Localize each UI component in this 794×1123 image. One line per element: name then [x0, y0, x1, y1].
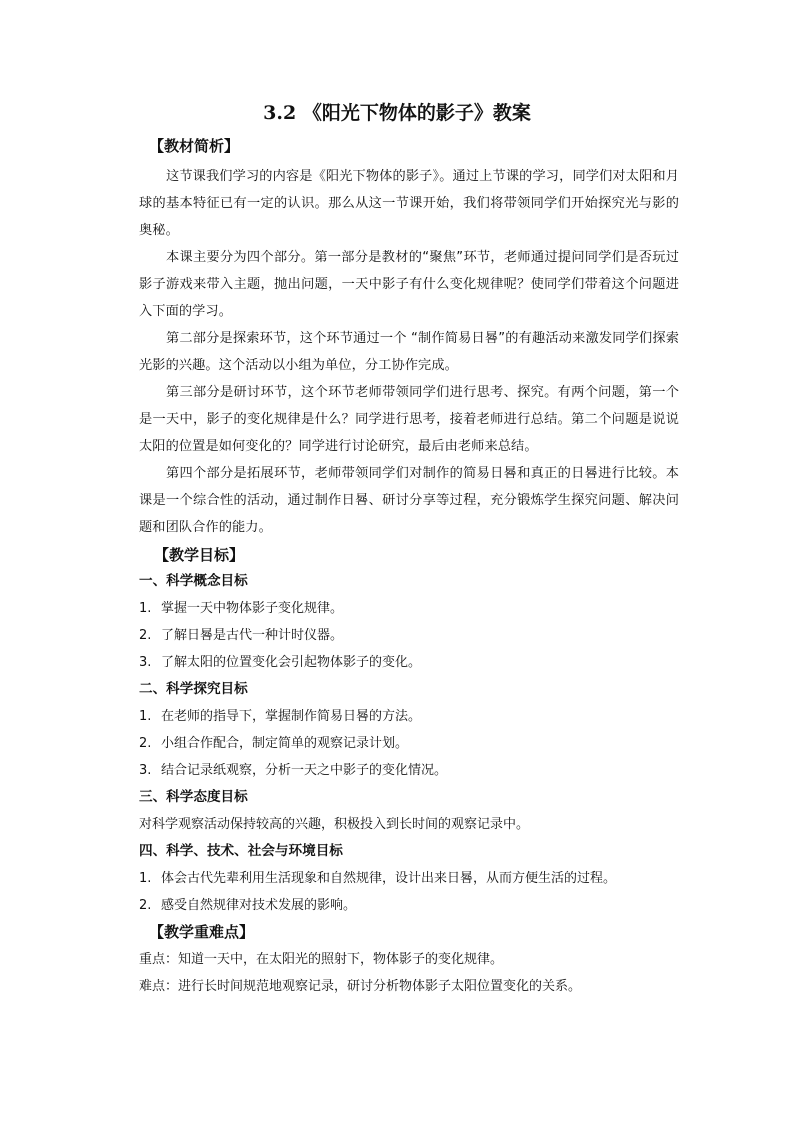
section-heading-key-difficult-points: 【教学重难点】	[149, 923, 255, 941]
item-number: 1.	[139, 709, 152, 724]
item-text: 体会古代先辈利用生活现象和自然规律，设计出来日晷，从而方便生活的过程。	[161, 871, 617, 886]
document-body	[139, 136, 679, 1000]
item-text: 在老师的指导下，掌握制作简易日晷的方法。	[161, 709, 422, 724]
item-number: 3.	[139, 763, 152, 778]
item-text: 了解太阳的位置变化会引起物体影子的变化。	[161, 655, 422, 670]
section-heading-teaching-goals: 【教学目标】	[154, 546, 245, 564]
goal-heading-concept: 一、科学概念目标	[139, 573, 248, 589]
analysis-paragraph: 这节课我们学习的内容是《阳光下物体的影子》。通过上节课的学习，同学们对太阳和月球的基本特征已有一定的认识。那么从这一节课开始，我们将带领同学们开始探究光与影的奥秘。	[139, 169, 679, 238]
analysis-paragraph: 本课主要分为四个部分。第一部分是教材的“聚焦”环节，老师通过提问同学们是否玩过影子游戏来带入主题，抛出问题，一天中影子有什么变化规律呢？使同学们带着这个问题进入下面的学习。	[139, 250, 679, 319]
analysis-paragraph: 第四个部分是拓展环节，老师带领同学们对制作的简易日晷和真正的日晷进行比较。本课是一个综合性的活动，通过制作日晷、研讨分享等过程，充分锻炼学生探究问题、解决问题和团队合作的能力。	[139, 466, 679, 535]
section-heading-textbook-analysis: 【教材简析】	[149, 137, 240, 155]
list-item	[139, 622, 679, 649]
list-item	[139, 730, 679, 757]
difficult-point: 难点：进行长时间规范地观察记录，研讨分析物体影子太阳位置变化的关系。	[139, 979, 582, 994]
item-text: 感受自然规律对技术发展的影响。	[161, 898, 357, 913]
list-item	[139, 757, 679, 784]
goal-text-attitude: 对科学观察活动保持较高的兴趣，积极投入到长时间的观察记录中。	[139, 817, 530, 832]
item-number: 1.	[139, 601, 152, 616]
goal-heading-attitude: 三、科学态度目标	[139, 789, 248, 805]
key-point: 重点：知道一天中，在太阳光的照射下，物体影子的变化规律。	[139, 952, 504, 967]
item-number: 1.	[139, 871, 152, 886]
item-number: 2.	[139, 898, 152, 913]
list-item	[139, 595, 679, 622]
item-number: 2.	[139, 736, 152, 751]
list-item	[139, 865, 679, 892]
analysis-paragraph: 第三部分是研讨环节，这个环节老师带领同学们进行思考、探究。有两个问题，第一个是一天中，影子的变化规律是什么？同学进行思考，接着老师进行总结。第二个问题是说说太阳的位置是如何变化的？同学进行讨论研究，最后由老师来总结。	[139, 385, 679, 454]
document-title: 3.2 《阳光下物体的影子》教案	[263, 102, 531, 124]
goal-heading-stse: 四、科学、技术、社会与环境目标	[139, 843, 343, 859]
item-text: 掌握一天中物体影子变化规律。	[161, 601, 344, 616]
list-item	[139, 649, 679, 676]
goal-heading-inquiry: 二、科学探究目标	[139, 681, 248, 697]
item-number: 2.	[139, 628, 152, 643]
item-number: 3.	[139, 655, 152, 670]
analysis-paragraph: 第二部分是探索环节，这个环节通过一个 “制作简易日晷”的有趣活动来激发同学们探索光影的兴趣。这个活动以小组为单位，分工协作完成。	[139, 331, 679, 373]
list-item	[139, 703, 679, 730]
list-item	[139, 892, 679, 919]
item-text: 了解日晷是古代一种计时仪器。	[161, 628, 344, 643]
item-text: 小组合作配合，制定简单的观察记录计划。	[161, 736, 409, 751]
item-text: 结合记录纸观察，分析一天之中影子的变化情况。	[161, 763, 448, 778]
